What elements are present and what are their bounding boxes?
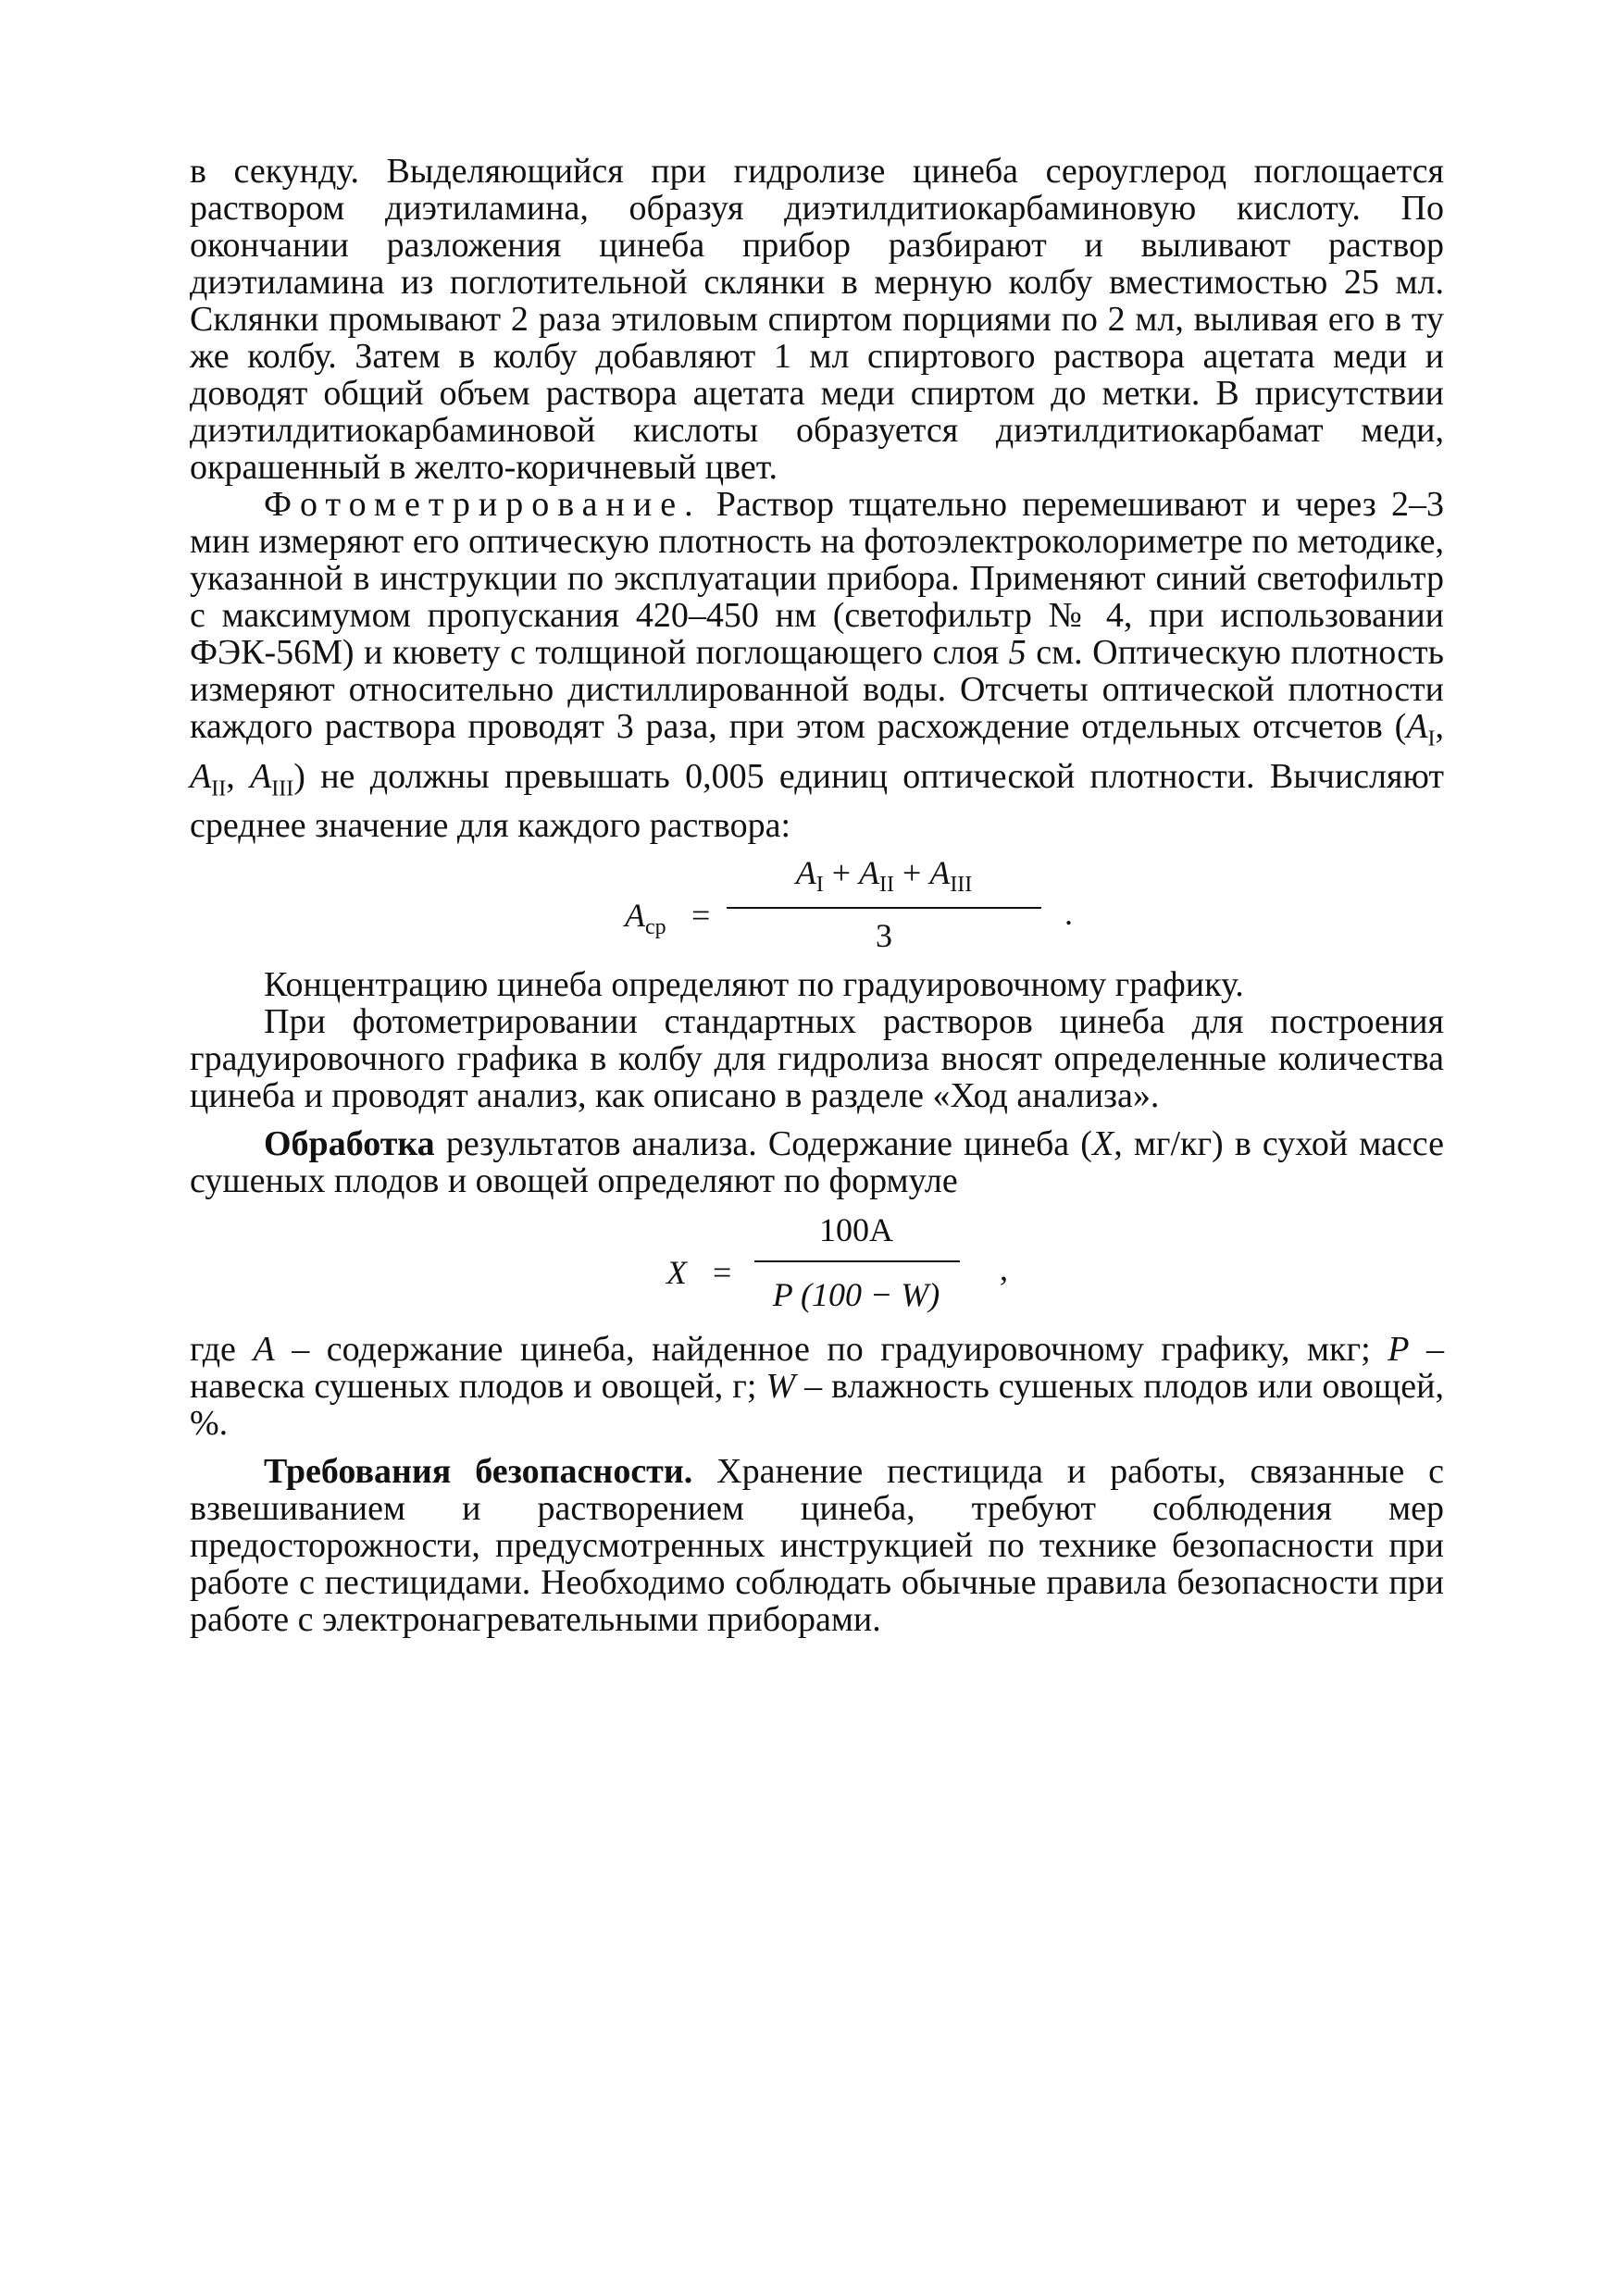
formula2-fraction-bar xyxy=(754,1260,960,1262)
heading-safety: Требования безопасности. xyxy=(264,1452,693,1492)
formula1-denominator: 3 xyxy=(876,917,892,955)
photometry-text-a: Раствор тщательно перемешивают и через 2–3 мин измеряют его оптическую плотность на фотоэлектроколориметре по методике, указанной в инструкции по эксплуатации прибора. Применяют синий светофильтр с максимумом пропускания 420–450 нм (светофильтр № 4, при использовании ФЭК-56М) и кювету с толщиной поглощающего слоя xyxy=(190,485,1444,672)
paragraph-results xyxy=(190,1125,1444,1199)
formula2-comma: , xyxy=(1000,1250,1008,1288)
where-var-w: W xyxy=(765,1367,796,1407)
document-page xyxy=(190,153,1444,1638)
formula2-numerator: 100A xyxy=(819,1211,893,1249)
where-var-a: A xyxy=(253,1330,275,1370)
formula-mean-density xyxy=(190,850,1444,959)
reading-a2-sub: II xyxy=(211,776,227,801)
formula-content xyxy=(190,1205,1444,1323)
paragraph-safety xyxy=(190,1453,1444,1638)
paragraph-where: где A – содержание цинеба, найденное по градуировочному графику, мкг; P – навеска сушеных плодов и овощей, г; W – влажность сушеных плодов или овощей, %. xyxy=(190,1330,1444,1444)
formula2-denominator: P (100 − W) xyxy=(772,1276,940,1314)
reading-a3-sub: III xyxy=(271,776,294,801)
safety-text: Хранение пестицида и работы, связанные с взвешиванием и растворением цинеба, требуют соблюдения мер предосторожности, предусмотренных инструкцией по технике безопасности при работе с пестицидами. Необходимо соблюдать обычные правила безопасности при работе с электронагревательными приборами. xyxy=(190,1452,1444,1640)
photometry-text-c: ) не должны превышать 0,005 единиц оптической плотности. Вычисляют среднее значение для каждого раствора: xyxy=(190,756,1444,846)
reading-a1-sub: I xyxy=(1427,726,1436,751)
heading-photometry: Фотометрирование. xyxy=(264,485,702,524)
results-text: результатов анализа. Содержание цинеба ( xyxy=(434,1124,1092,1164)
formula1-lhs: $A_{ср}$ xyxy=(625,897,666,940)
reading-sep-1: , xyxy=(1435,707,1444,746)
formula1-period: . xyxy=(1064,895,1073,933)
photometry-text-b: см. Оптическую плотность измеряют относительно дистиллированной воды. Отсчеты оптической плотности каждого раствора проводят 3 раза, при этом расхождение отдельных отсчетов ( xyxy=(190,633,1444,746)
reading-a2: A xyxy=(190,756,212,796)
formula1-numerator: $A_I + A_{II} + A_{III}$ xyxy=(795,854,973,898)
formula2-lhs: X xyxy=(666,1254,687,1292)
results-text-b: , мг/кг) в сухой массе сушеных плодов и овощей определяют по формуле xyxy=(190,1124,1444,1201)
heading-results: Обработка xyxy=(264,1124,435,1164)
formula2-equals: = xyxy=(713,1254,732,1292)
reading-sep-2: , xyxy=(226,756,251,796)
paragraph-calibration: При фотометрировании стандартных растворов цинеба для построения градуировочного графика в колбу для гидролиза вносят определенные количества цинеба и проводят анализ, как описано в разделе «Ход анализа». xyxy=(190,1002,1444,1116)
paragraph-hydrolysis: в секунду. Выделяющийся при гидролизе цинеба сероуглерод поглощается раствором диэтиламина, образуя диэтилдитиокарбаминовую кислоту. По окончании разложения цинеба прибор разбирают и выливают раствор диэтиламина из поглотительной склянки в мерную колбу вместимостью 25 мл. Склянки промывают 2 раза этиловым спиртом порциями по 2 мл, выливая его в ту же колбу. Затем в колбу добавляют 1 мл спиртового раствора ацетата меди и доводят общий объем раствора ацетата меди спиртом до метки. В присутствии диэтилдитиокарбаминовой кислоты образуется диэтилдитиокарбамат меди, окрашенный в желто-коричневый цвет. xyxy=(190,152,1444,487)
layer-thickness: 5 xyxy=(1008,633,1027,672)
paragraph-photometry xyxy=(190,486,1444,844)
where-var-p: P xyxy=(1388,1330,1410,1370)
formula1-equals: = xyxy=(691,897,711,935)
paragraph-concentration: Концентрацию цинеба определяют по градуировочному графику. xyxy=(264,965,1244,1005)
results-var-x: X xyxy=(1091,1124,1114,1164)
formula1-fraction-bar xyxy=(727,907,1041,909)
reading-a1: A xyxy=(1406,707,1428,746)
reading-a3: A xyxy=(250,756,272,796)
